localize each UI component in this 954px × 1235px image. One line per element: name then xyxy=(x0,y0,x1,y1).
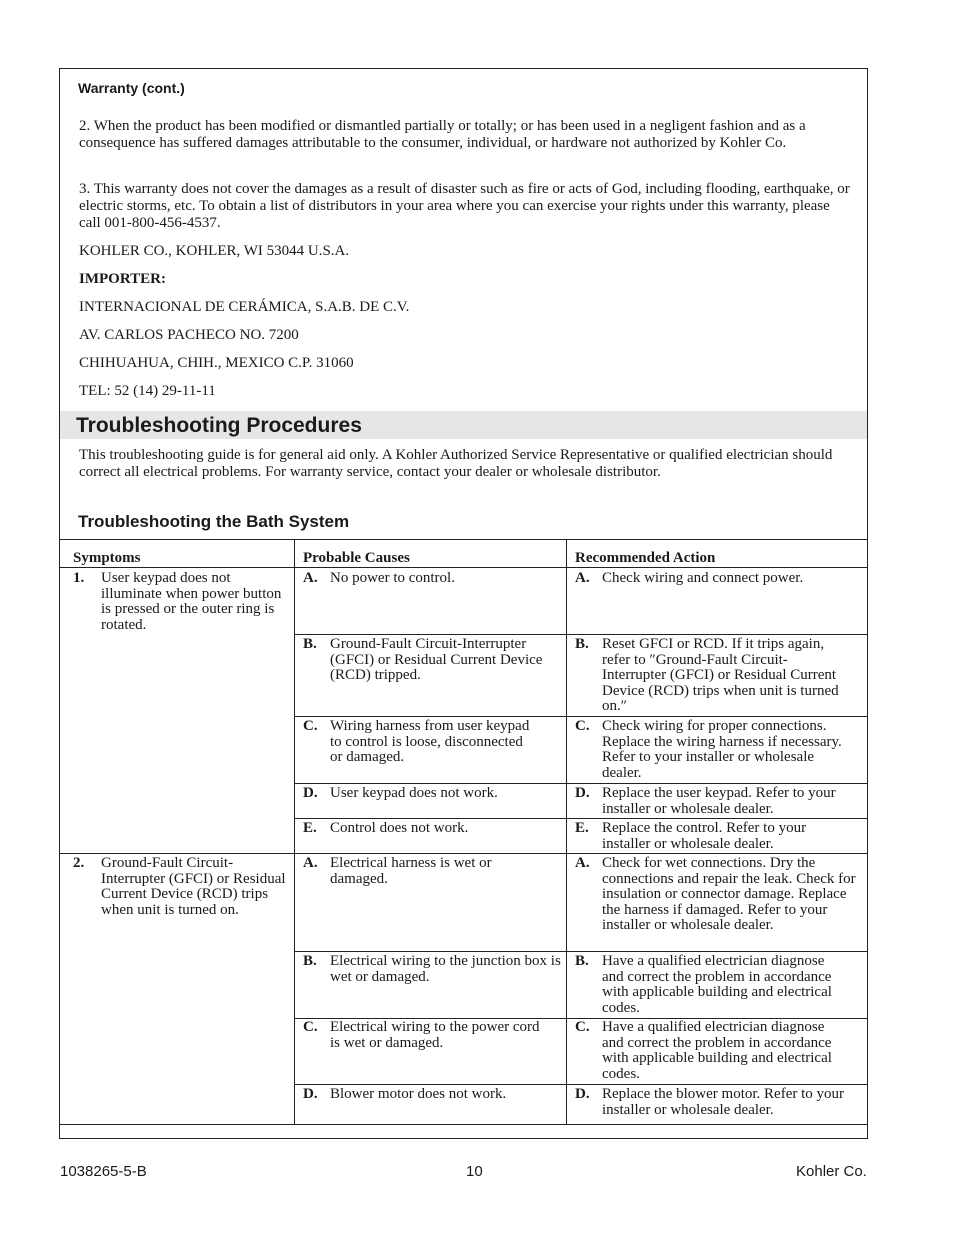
action-label: A. xyxy=(575,570,590,586)
action-text: Replace the control. Refer to your installer or wholesale dealer. xyxy=(602,820,807,852)
cause-text: Electrical wiring to the power cord is wet or damaged. xyxy=(330,1019,540,1051)
footer-doc-number: 1038265-5-B xyxy=(60,1163,147,1180)
symptom-number: 1. xyxy=(73,570,85,586)
table-bottom-border xyxy=(60,1124,867,1125)
cause-text: Blower motor does not work. xyxy=(330,1086,507,1102)
cause-label: B. xyxy=(303,953,317,969)
cause-label: D. xyxy=(303,1086,318,1102)
action-label: C. xyxy=(575,1019,590,1035)
cause-text: Electrical wiring to the junction box is wet or damaged. xyxy=(330,953,561,985)
troubleshooting-intro: This troubleshooting guide is for general aid only. A Kohler Authorized Service Representative or qualified electrician should correct all electrical problems. For warranty service, contact your dealer or wholesale distributor. xyxy=(79,447,833,480)
action-label: B. xyxy=(575,636,589,652)
action-text: Reset GFCI or RCD. If it trips again, refer to ″Ground-Fault Circuit-Interrupter (GFCI) or Residual Current Device (RCD) trips when unit is turned on.″ xyxy=(602,636,839,715)
cause-text: Ground-Fault Circuit-Interrupter (GFCI) or Residual Current Device (RCD) tripped. xyxy=(330,636,543,684)
symptom-text: User keypad does not illuminate when power button is pressed or the outer ring is rotated. xyxy=(101,570,282,633)
row-divider xyxy=(294,716,867,717)
action-text: Replace the blower motor. Refer to your installer or wholesale dealer. xyxy=(602,1086,845,1118)
importer-name: INTERNACIONAL DE CERÁMICA, S.A.B. DE C.V. xyxy=(79,299,410,315)
row-divider xyxy=(294,783,867,784)
action-text: Have a qualified electrician diagnose and correct the problem in accordance with applicable building and electrical codes. xyxy=(602,1019,832,1082)
group-divider xyxy=(60,853,867,854)
column-divider-1 xyxy=(294,539,295,1124)
cause-text: No power to control. xyxy=(330,570,455,586)
cause-label: A. xyxy=(303,855,318,871)
action-text: Check wiring and connect power. xyxy=(602,570,804,586)
action-text: Have a qualified electrician diagnose and correct the problem in accordance with applicable building and electrical codes. xyxy=(602,953,832,1016)
cause-label: B. xyxy=(303,636,317,652)
action-label: B. xyxy=(575,953,589,969)
cause-label: E. xyxy=(303,820,317,836)
cause-text: Electrical harness is wet or damaged. xyxy=(330,855,492,887)
row-divider xyxy=(294,818,867,819)
row-divider xyxy=(294,951,867,952)
warranty-heading: Warranty (cont.) xyxy=(78,80,185,96)
subsection-title: Troubleshooting the Bath System xyxy=(78,512,350,531)
symptom-number: 2. xyxy=(73,855,85,871)
footer-company: Kohler Co. xyxy=(796,1163,867,1180)
warranty-paragraph-2: 2. When the product has been modified or dismantled partially or totally; or has been used in a negligent fashion and as a consequence has suffered damages attributable to the consumer, individual, or hardware not authorized by Kohler Co. xyxy=(79,118,806,151)
importer-label: IMPORTER: xyxy=(79,271,166,287)
kohler-address: KOHLER CO., KOHLER, WI 53044 U.S.A. xyxy=(79,243,350,259)
warranty-paragraph-3: 3. This warranty does not cover the damages as a result of disaster such as fire or acts of God, including flooding, earthquake, or electric storms, etc. To obtain a list of distributors in your area where you can exercise your rights under this warranty, please call 001-800-456-4537. xyxy=(79,181,850,231)
action-label: C. xyxy=(575,718,590,734)
importer-tel: TEL: 52 (14) 29-11-11 xyxy=(79,383,216,399)
action-text: Check wiring for proper connections. Replace the wiring harness if necessary. Refer to your installer or wholesale dealer. xyxy=(602,718,842,781)
cause-text: User keypad does not work. xyxy=(330,785,498,801)
action-text: Check for wet connections. Dry the connections and repair the leak. Check for insulation or connector damage. Replace the harness if damaged. Refer to your installer or wholesale dealer. xyxy=(602,855,856,934)
cause-label: C. xyxy=(303,1019,318,1035)
action-text: Replace the user keypad. Refer to your installer or wholesale dealer. xyxy=(602,785,836,817)
importer-city: CHIHUAHUA, CHIH., MEXICO C.P. 31060 xyxy=(79,355,354,371)
table-top-border xyxy=(60,539,867,540)
row-divider xyxy=(294,1084,867,1085)
header-symptoms: Symptoms xyxy=(73,550,141,566)
section-title: Troubleshooting Procedures xyxy=(76,414,362,437)
action-label: D. xyxy=(575,785,590,801)
cause-label: D. xyxy=(303,785,318,801)
row-divider xyxy=(294,634,867,635)
column-divider-2 xyxy=(566,539,567,1124)
importer-street: AV. CARLOS PACHECO NO. 7200 xyxy=(79,327,299,343)
header-recommended-action: Recommended Action xyxy=(575,550,716,566)
symptom-text: Ground-Fault Circuit-Interrupter (GFCI) or Residual Current Device (RCD) trips when unit is turned on. xyxy=(101,855,286,918)
footer-page-number: 10 xyxy=(466,1163,483,1180)
action-label: A. xyxy=(575,855,590,871)
table-header-border xyxy=(60,567,867,568)
cause-label: C. xyxy=(303,718,318,734)
action-label: D. xyxy=(575,1086,590,1102)
header-probable-causes: Probable Causes xyxy=(303,550,410,566)
cause-text: Wiring harness from user keypad to control is loose, disconnected or damaged. xyxy=(330,718,530,766)
cause-label: A. xyxy=(303,570,318,586)
cause-text: Control does not work. xyxy=(330,820,469,836)
action-label: E. xyxy=(575,820,589,836)
